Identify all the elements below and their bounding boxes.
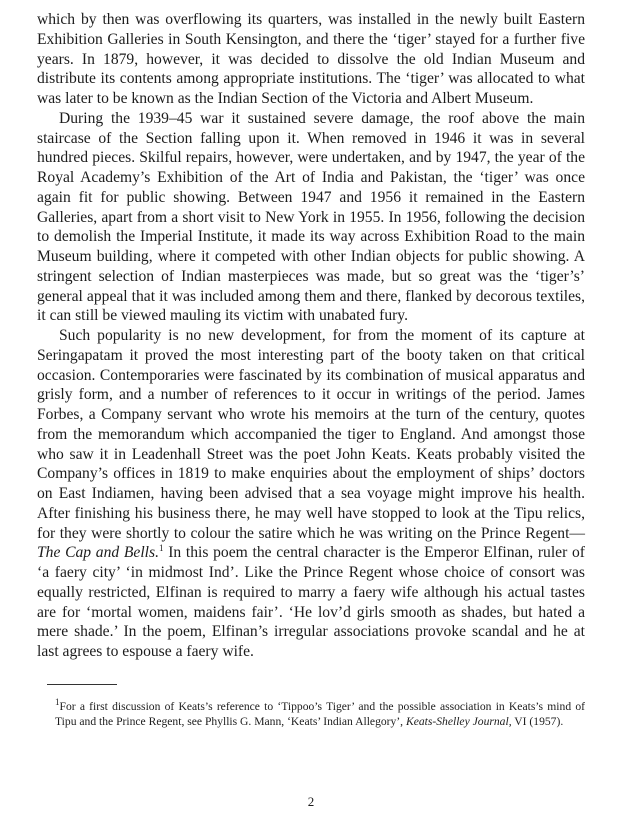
footnote-journal: Keats-Shelley Journal, [405, 714, 512, 728]
footnote-divider [47, 684, 117, 685]
footnote-mark: 1 [55, 696, 60, 707]
poem-title: The Cap and Bells. [37, 544, 159, 562]
page-number: 2 [307, 794, 315, 809]
paragraph-1: which by then was overflowing its quarters, was installed in the newly built Eastern Exhibition Galleries in South Kensington, and there the ‘tiger’ stayed for a further five years. In 1879, however, it was decided to dissolve the old Indian Museum and distribute its contents among appropriate institutions. The ‘tiger’ was allocated to what was later to be known as the Indian Section of the Victoria and Albert Museum. [37, 11, 585, 107]
paragraph-2: During the 1939–45 war it sustained severe damage, the roof above the main staircase of the Section falling upon it. When removed in 1946 it was in several hundred pieces. Skilful repairs, however, were undertaken, and by 1947, the year of the Royal Academy’s Exhibition of the Art of India and Pakistan, the ‘tiger’ was once again fit for public showing. Between 1947 and 1956 it remained in the Eastern Galleries, apart from a short visit to New York in 1955. In 1956, following the decision to demolish the Imperial Institute, it made its way across Exhibition Road to the main Museum building, where it competed with other Indian objects for public showing. A stringent selection of Indian masterpieces was made, but so great was the ‘tiger’s’ general appeal that it was included among them and there, flanked by decorous textiles, it can still be viewed mauling its victim with unabated fury. [37, 109, 585, 325]
paragraph-3-part-2: In this poem the central character is the Emperor Elfinan, ruler of ‘a faery city’ ‘in midmost Ind’. Like the Prince Regent whose choice of consort was equally restricted, Elfinan is required to marry a faery wife although his actual tastes are for ‘mortal women, maidens fair’. ‘He lov’d girls smooth as shades, but hated a mere shade.’ In the poem, Elfinan’s irregular associations provoke scandal and he at last agrees to espouse a faery wife. [37, 544, 585, 660]
footnote-tail: VI (1957). [511, 714, 564, 728]
footnote [55, 696, 585, 729]
paragraph-3-part-1: Such popularity is no new development, for from the moment of its capture at Seringapatam it proved the most interesting part of the booty taken on that critical occasion. Contemporaries were fascinated by its combination of musical apparatus and grisly form, and a number of references to it occur in writings of the period. James Forbes, a Company servant who wrote his memoirs at the turn of the century, quotes from the memorandum which accompanied the tiger to England. And amongst those who saw it in Leadenhall Street was the poet John Keats. Keats probably visited the Company’s offices in 1819 to make enquiries about the employment of ships’ doctors on East Indiamen, having been advised that a sea voyage might improve his health. After finishing his business there, he may well have stopped to look at the Tipu relics, for they were shortly to colour the satire which he was writing on the Prince Regent— [37, 327, 585, 542]
body-text [37, 10, 585, 662]
footnote-reference: 1 [158, 543, 164, 554]
footnote-text: For a first discussion of Keats’s reference to ‘Tippoo’s Tiger’ and the possible association in Keats’s mind of Tipu and the Prince Regent, see Phyllis G. Mann, ‘Keats’ Indian Allegory’, [55, 699, 585, 728]
paragraph-3 [37, 326, 585, 662]
